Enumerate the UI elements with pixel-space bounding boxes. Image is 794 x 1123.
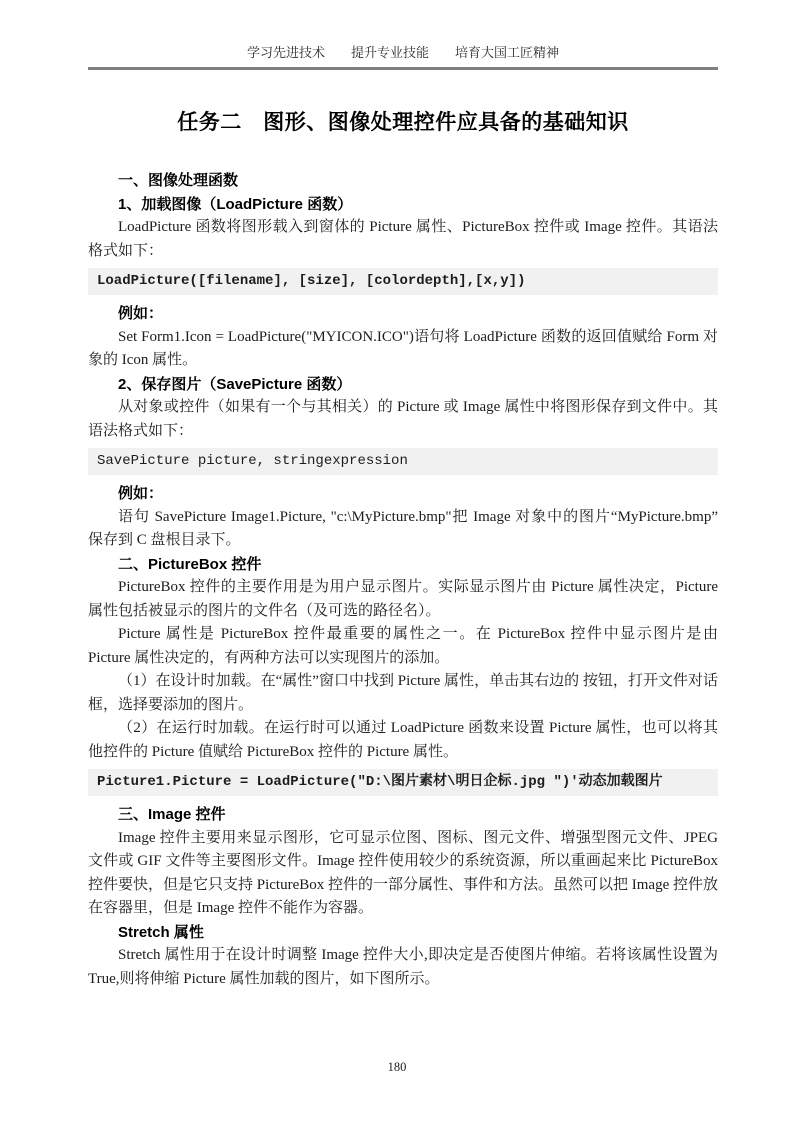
paragraph-savepicture-example: 语句 SavePicture Image1.Picture, "c:\MyPicture.bmp"把 Image 对象中的图片“MyPicture.bmp”保存到 C 盘根目录下。 (88, 508, 718, 548)
code-block-savepicture-syntax: SavePicture picture, stringexpression (88, 448, 718, 475)
section-3-heading: 三、Image 控件 (118, 806, 226, 823)
page-footer (0, 1060, 794, 1075)
page-header (88, 42, 718, 70)
paragraph-image-control: Image 控件主要用来显示图形，它可显示位图、图标、图元文件、增强型图元文件、JPEG 文件或 GIF 文件等主要图形文件。Image 控件使用较少的系统资源，所以重画起来比 PictureBox 控件要快，但是它只支持 PictureBox 控件的一部分属性、事件和方法。虽然可以把 Image 控件放在容器里，但是 Image 控件不能作为容器。 (88, 829, 718, 916)
paragraph-savepicture-intro: 从对象或控件（如果有一个与其相关）的 Picture 或 Image 属性中将图形保存到文件中。其语法格式如下： (88, 399, 718, 439)
section-1-sub-1-heading: 1、加载图像（LoadPicture 函数） (118, 195, 353, 213)
document-title: 任务二 图形、图像处理控件应具备的基础知识 (177, 111, 629, 134)
header-slogan-3: 培育大国工匠精神 (455, 45, 560, 60)
paragraph-stretch-property: Stretch 属性用于在设计时调整 Image 控件大小,即决定是否使图片伸缩。若将该属性设置为True,则将伸缩 Picture 属性加载的图片，如下图所示。 (88, 947, 718, 987)
section-2-heading: 二、PictureBox 控件 (118, 555, 262, 573)
paragraph-picturebox-2: Picture 属性是 PictureBox 控件最重要的属性之一。在 PictureBox 控件中显示图片是由 Picture 属性决定的，有两种方法可以实现图片的添加。 (88, 626, 718, 666)
example-label-1: 例如： (118, 305, 164, 322)
header-rule (88, 67, 718, 70)
paragraph-picturebox-1: PictureBox 控件的主要作用是为用户显示图片。实际显示图片由 Picture 属性决定，Picture 属性包括被显示的图片的文件名（及可选的路径名）。 (88, 579, 718, 619)
code-block-picture1-loadpicture: Picture1.Picture = LoadPicture("D:\图片素材\明日企标.jpg ")'动态加载图片 (88, 769, 718, 796)
section-1-sub-2-heading: 2、保存图片（SavePicture 函数） (118, 375, 352, 393)
document-body (88, 169, 718, 991)
paragraph-picturebox-item-1: （1）在设计时加载。在“属性”窗口中找到 Picture 属性，单击其右边的 按钮，打开文件对话框，选择要添加的图片。 (88, 673, 718, 713)
header-slogan-1: 学习先进技术 (246, 45, 325, 60)
paragraph-picturebox-item-2: （2）在运行时加载。在运行时可以通过 LoadPicture 函数来设置 Picture 属性，也可以将其他控件的 Picture 值赋给 PictureBox 控件的 Picture 属性。 (88, 720, 718, 760)
header-slogan-2: 提升专业技能 (350, 45, 429, 60)
paragraph-loadpicture-example: Set Form1.Icon = LoadPicture("MYICON.ICO")语句将 LoadPicture 函数的返回值赋给 Form 对象的 Icon 属性。 (88, 328, 718, 368)
code-block-loadpicture-syntax: LoadPicture([filename], [size], [colordepth],[x,y]) (88, 268, 718, 295)
paragraph-loadpicture-intro: LoadPicture 函数将图形载入到窗体的 Picture 属性、PictureBox 控件或 Image 控件。其语法格式如下： (88, 219, 718, 259)
stretch-property-heading: Stretch 属性 (118, 923, 204, 941)
section-1-heading: 一、图像处理函数 (118, 172, 239, 189)
header-slogans (88, 42, 718, 67)
page-number: 180 (387, 1060, 407, 1074)
example-label-2: 例如： (118, 485, 164, 502)
